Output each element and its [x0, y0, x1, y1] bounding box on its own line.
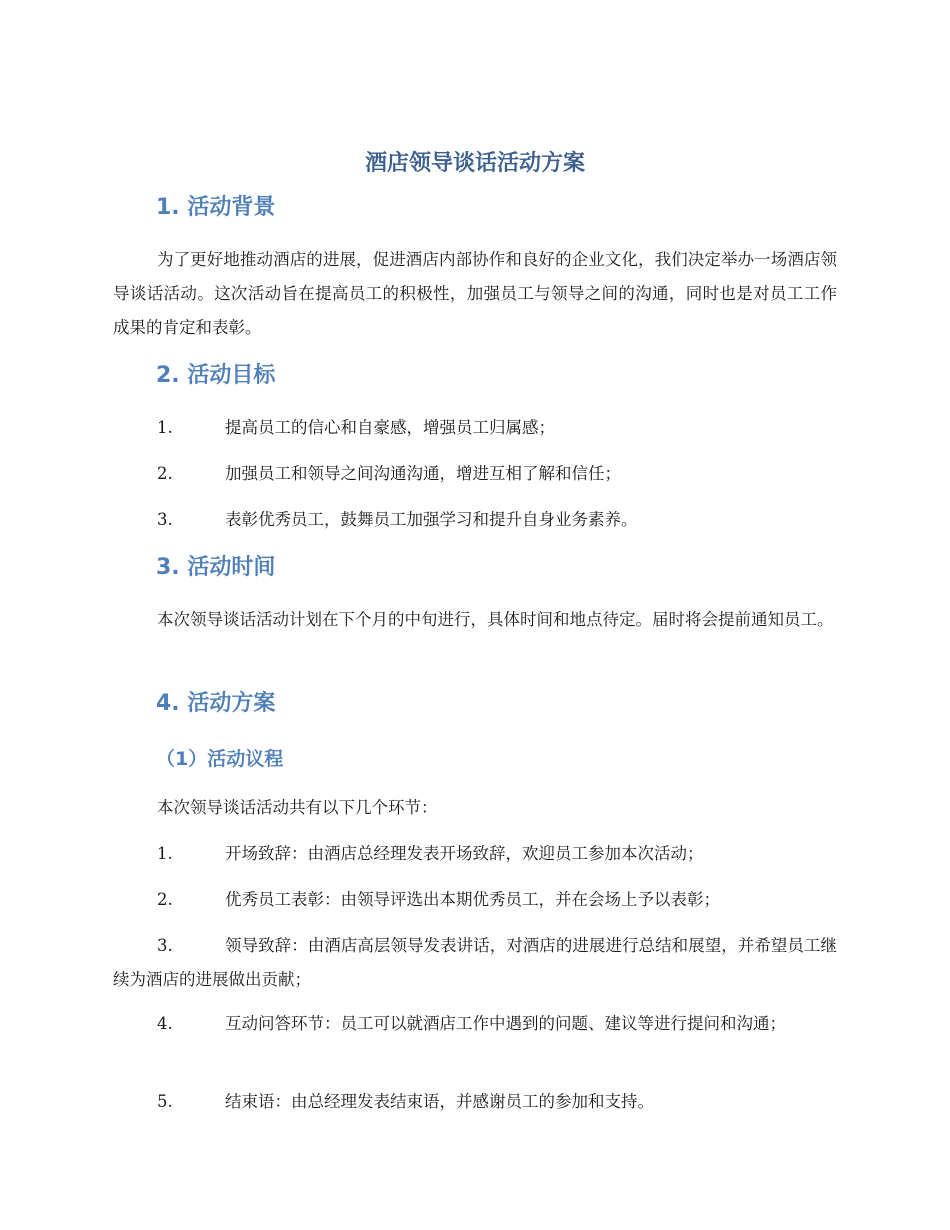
agenda-item-text: 开场致辞：由酒店总经理发表开场致辞，欢迎员工参加本次活动；: [225, 844, 704, 863]
section-heading-goals: 2. 活动目标: [156, 363, 276, 388]
background-paragraph: 为了更好地推动酒店的进展，促进酒店内部协作和良好的企业文化，我们决定举办一场酒店领导谈话活动。这次活动旨在提高员工的积极性，加强员工与领导之间的沟通，同时也是对员工工作成果的肯定和表彰。: [113, 250, 837, 337]
goal-item: [113, 503, 837, 537]
time-paragraph: 本次领导谈话活动计划在下个月的中旬进行，具体时间和地点待定。届时将会提前通知员工。: [157, 610, 834, 629]
document-title: 酒店领导谈话活动方案: [364, 151, 585, 176]
agenda-item-number: 4.: [157, 1014, 173, 1033]
goal-item-text: 提高员工的信心和自豪感，增强员工归属感；: [225, 418, 555, 437]
section-heading-time: 3. 活动时间: [156, 555, 276, 580]
agenda-item-number: 1.: [157, 844, 173, 863]
agenda-item-text: 互动问答环节：员工可以就酒店工作中遇到的问题、建议等进行提问和沟通；: [225, 1014, 786, 1033]
agenda-item: [113, 1085, 837, 1119]
agenda-item: [113, 883, 837, 917]
goal-item-text: 表彰优秀员工，鼓舞员工加强学习和提升自身业务素养。: [225, 510, 638, 529]
agenda-item-text: 结束语：由总经理发表结束语，并感谢员工的参加和支持。: [225, 1092, 654, 1111]
agenda-item: [113, 929, 837, 997]
goal-item-number: 2.: [157, 464, 173, 483]
agenda-item: [113, 837, 837, 871]
goal-item-number: 3.: [157, 510, 173, 529]
agenda-intro: 本次领导谈话活动共有以下几个环节：: [157, 798, 438, 817]
goal-item: [113, 411, 837, 445]
goal-item: [113, 457, 837, 491]
section-heading-plan: 4. 活动方案: [156, 691, 276, 716]
subsection-heading-agenda: （1）活动议程: [156, 748, 284, 770]
agenda-item-number: 3.: [157, 936, 173, 955]
agenda-item-number: 5.: [157, 1092, 173, 1111]
agenda-item: [113, 1007, 837, 1041]
agenda-item-text: 优秀员工表彰：由领导评选出本期优秀员工，并在会场上予以表彰；: [225, 890, 720, 909]
agenda-item-number: 2.: [157, 890, 173, 909]
goal-item-text: 加强员工和领导之间沟通沟通，增进互相了解和信任；: [225, 464, 621, 483]
agenda-item-text: 领导致辞：由酒店高层领导发表讲话，对酒店的进展进行总结和展望，并希望员工继续为酒店的进展做出贡献；: [113, 936, 837, 989]
section-heading-background: 1. 活动背景: [156, 195, 276, 220]
goal-item-number: 1.: [157, 418, 173, 437]
